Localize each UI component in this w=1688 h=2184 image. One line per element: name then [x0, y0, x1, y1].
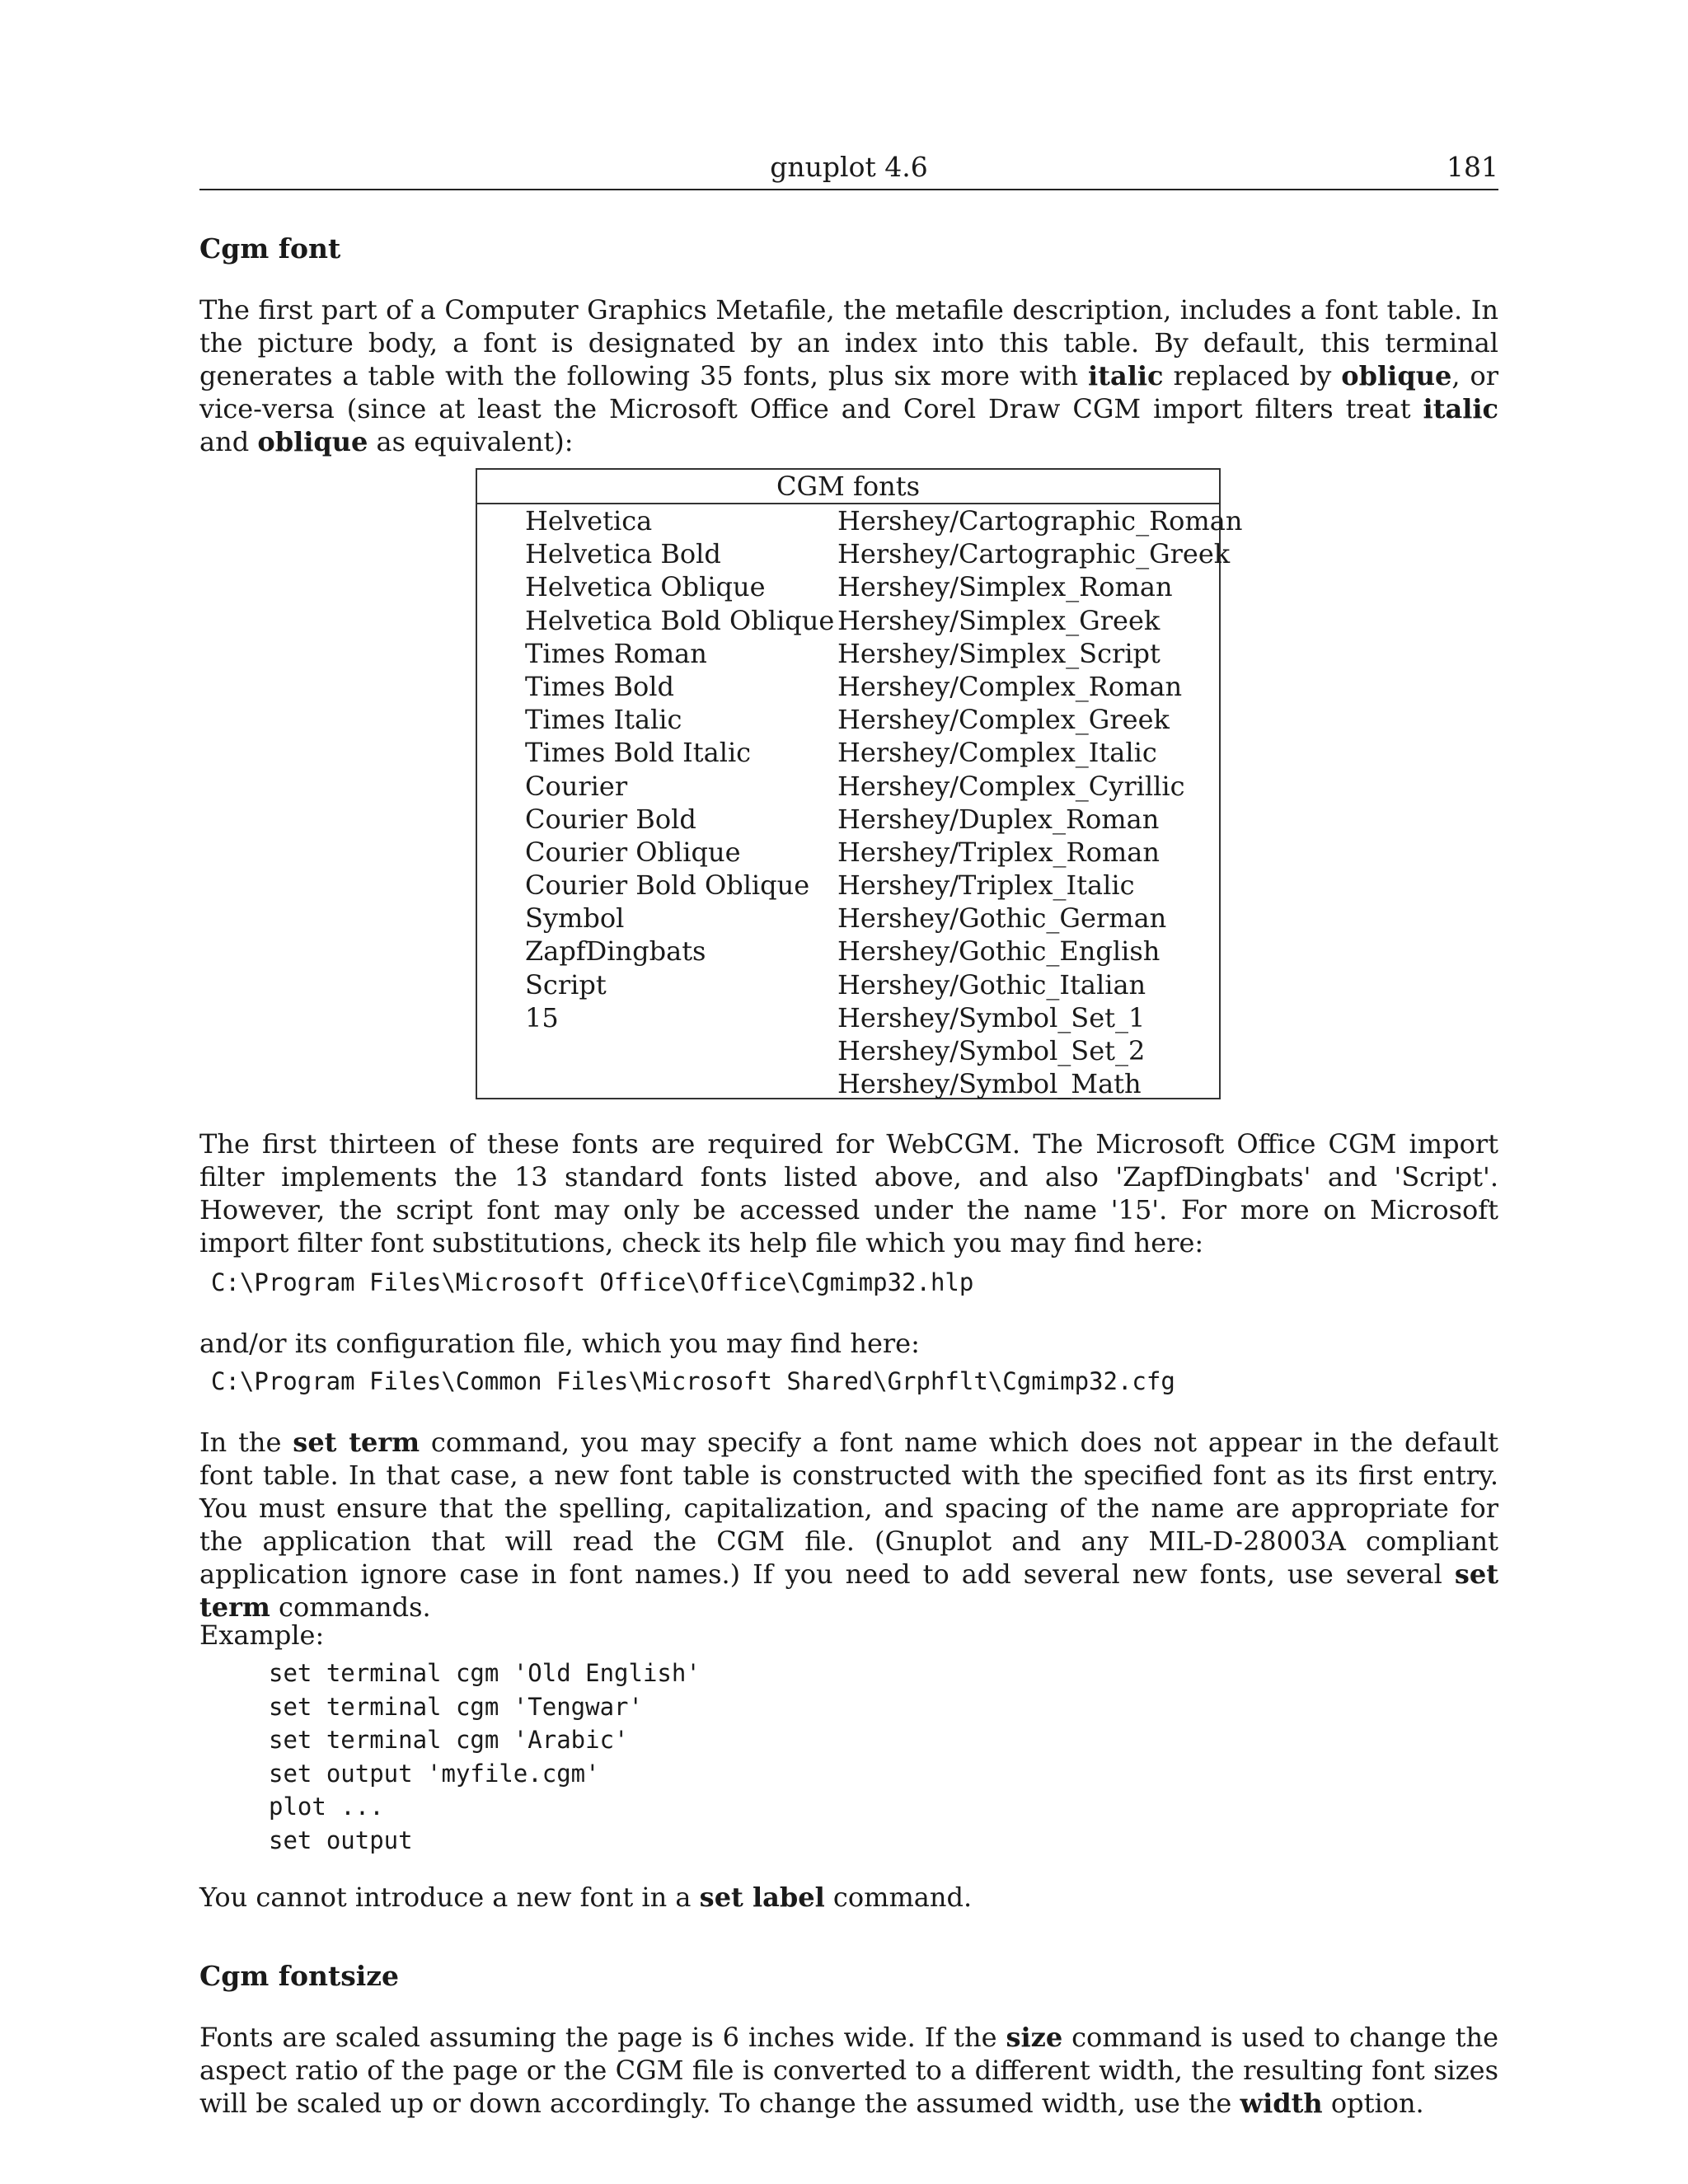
table-cell: ZapfDingbats [525, 935, 706, 968]
table-cell: Courier Oblique [525, 836, 741, 868]
help-file-path: C:\Program Files\Microsoft Office\Office\Cgmimp32.hlp [211, 1268, 974, 1296]
table-cell: Hershey/Complex_Greek [837, 704, 1170, 736]
table-cell: 15 [525, 1001, 559, 1033]
table-cell: Hershey/Symbol_Set_2 [837, 1035, 1146, 1066]
bold-term: oblique [1341, 360, 1452, 391]
text-run: You cannot introduce a new font in a [199, 1882, 700, 1913]
set-label-paragraph [199, 1881, 1498, 1914]
text-run: as equivalent): [368, 426, 574, 457]
table-cell: Times Italic [525, 704, 682, 736]
table-caption: CGM fonts [477, 470, 1219, 504]
text-run: and [199, 426, 258, 457]
table-cell: Hershey/Duplex_Roman [837, 803, 1160, 835]
text-run: In the [199, 1427, 293, 1458]
page-header [199, 151, 1498, 190]
table-cell: Hershey/Simplex_Roman [837, 571, 1173, 603]
bold-term: oblique [257, 426, 368, 457]
table-column-hershey-fonts [837, 504, 1242, 1100]
table-column-standard-fonts [525, 504, 834, 1034]
bold-term: italic [1423, 393, 1498, 424]
table-cell: Times Bold [525, 670, 674, 702]
cgm-fonts-table [476, 468, 1243, 1100]
webcgm-paragraph: The first thirteen of these fonts are required for WebCGM. The Microsoft Office CGM import filter implements the 13 standard fonts listed above, and also 'ZapfDingbats' and 'Script'. However, the script font may only be accessed under the name '15'. For more on Microsoft import filter font substitutions, check its help file which you may find here: [199, 1128, 1498, 1258]
table-cell: Hershey/Simplex_Script [837, 637, 1160, 669]
table-cell: Courier Bold [525, 803, 696, 835]
table-cell: Helvetica Bold Oblique [525, 604, 835, 636]
table-cell: Times Bold Italic [525, 737, 752, 769]
table-cell: Courier Bold Oblique [525, 869, 810, 902]
running-title: gnuplot 4.6 [770, 151, 928, 183]
example-code-block: set terminal cgm 'Old English' set terminal cgm 'Tengwar' set terminal cgm 'Arabic' set output 'myfile.cgm' plot ... set output [269, 1659, 701, 1854]
example-label: Example: [199, 1619, 325, 1651]
text-run: commands. [270, 1591, 431, 1623]
config-file-paragraph: and/or its configuration file, which you may find here: [199, 1328, 920, 1359]
table-cell: Hershey/Complex_Italic [837, 737, 1157, 769]
cgm-fontsize-paragraph [199, 2021, 1498, 2120]
table-cell: Hershey/Cartographic_Roman [837, 505, 1243, 537]
table-cell: Script [525, 968, 607, 1001]
text-run: command. [824, 1882, 973, 1913]
set-term-paragraph [199, 1426, 1498, 1624]
table-cell: Hershey/Simplex_Greek [837, 604, 1160, 636]
text-run: , or vice-versa (since at least the Microsoft Office and Corel Draw CGM import filters treat [199, 360, 1498, 424]
table-cell: Times Roman [525, 637, 707, 669]
config-file-path: C:\Program Files\Common Files\Microsoft Shared\Grphflt\Cgmimp32.cfg [211, 1367, 1175, 1395]
text-run: replaced by [1163, 360, 1342, 391]
table-cell: Hershey/Complex_Roman [837, 670, 1183, 702]
bold-term: italic [1088, 360, 1164, 391]
bold-term: set term [199, 1558, 1498, 1623]
table-cell: Hershey/Triplex_Roman [837, 836, 1160, 868]
bold-term: size [1006, 2022, 1063, 2053]
text-run: option. [1322, 2088, 1424, 2119]
table-cell: Hershey/Gothic_English [837, 935, 1160, 968]
section-heading-cgm-fontsize: Cgm fontsize [199, 1960, 400, 1992]
table-cell: Helvetica Bold [525, 538, 721, 570]
bold-term: width [1240, 2088, 1323, 2119]
text-run: command is used to change the aspect ratio of the page or the CGM file is converted to a different width, the resulting font sizes will be scaled up or down accordingly. To change the assumed width, use the [199, 2022, 1499, 2119]
table-cell: Hershey/Gothic_Italian [837, 968, 1146, 1001]
table-cell: Hershey/Symbol_Math [837, 1068, 1142, 1100]
text-run: Fonts are scaled assuming the page is 6 inches wide. If the [199, 2022, 1006, 2053]
table-cell: Hershey/Triplex_Italic [837, 869, 1135, 902]
bold-term: set label [699, 1882, 825, 1913]
table-cell: Hershey/Symbol_Set_1 [837, 1001, 1146, 1033]
section-heading-cgm-font: Cgm font [199, 232, 341, 265]
bold-term: set term [293, 1427, 420, 1458]
table-cell: Courier [525, 770, 628, 802]
table-cell: Hershey/Gothic_German [837, 902, 1167, 935]
cgm-font-intro-paragraph [199, 293, 1498, 458]
table-cell: Hershey/Cartographic_Greek [837, 538, 1231, 570]
page-number: 181 [1447, 151, 1498, 183]
text-run: The first part of a Computer Graphics Metafile, the metafile description, includes a font table. In the picture body, a font is designated by an index into this table. By default, this terminal generates a table with the following 35 fonts, plus six more with [199, 294, 1498, 391]
table-cell: Helvetica [525, 505, 653, 537]
table-cell: Symbol [525, 902, 625, 935]
text-run: command, you may specify a font name which does not appear in the default font table. In that case, a new font table is constructed with the specified font as its first entry. You must ensure that the spelling, capitalization, and spacing of the name are appropriate for the application that will read the CGM file. (Gnuplot and any MIL-D-28003A compliant application ignore case in font names.) If you need to add several new fonts, use several [199, 1427, 1499, 1590]
table-cell: Hershey/Complex_Cyrillic [837, 770, 1185, 802]
table-cell: Helvetica Oblique [525, 571, 766, 603]
